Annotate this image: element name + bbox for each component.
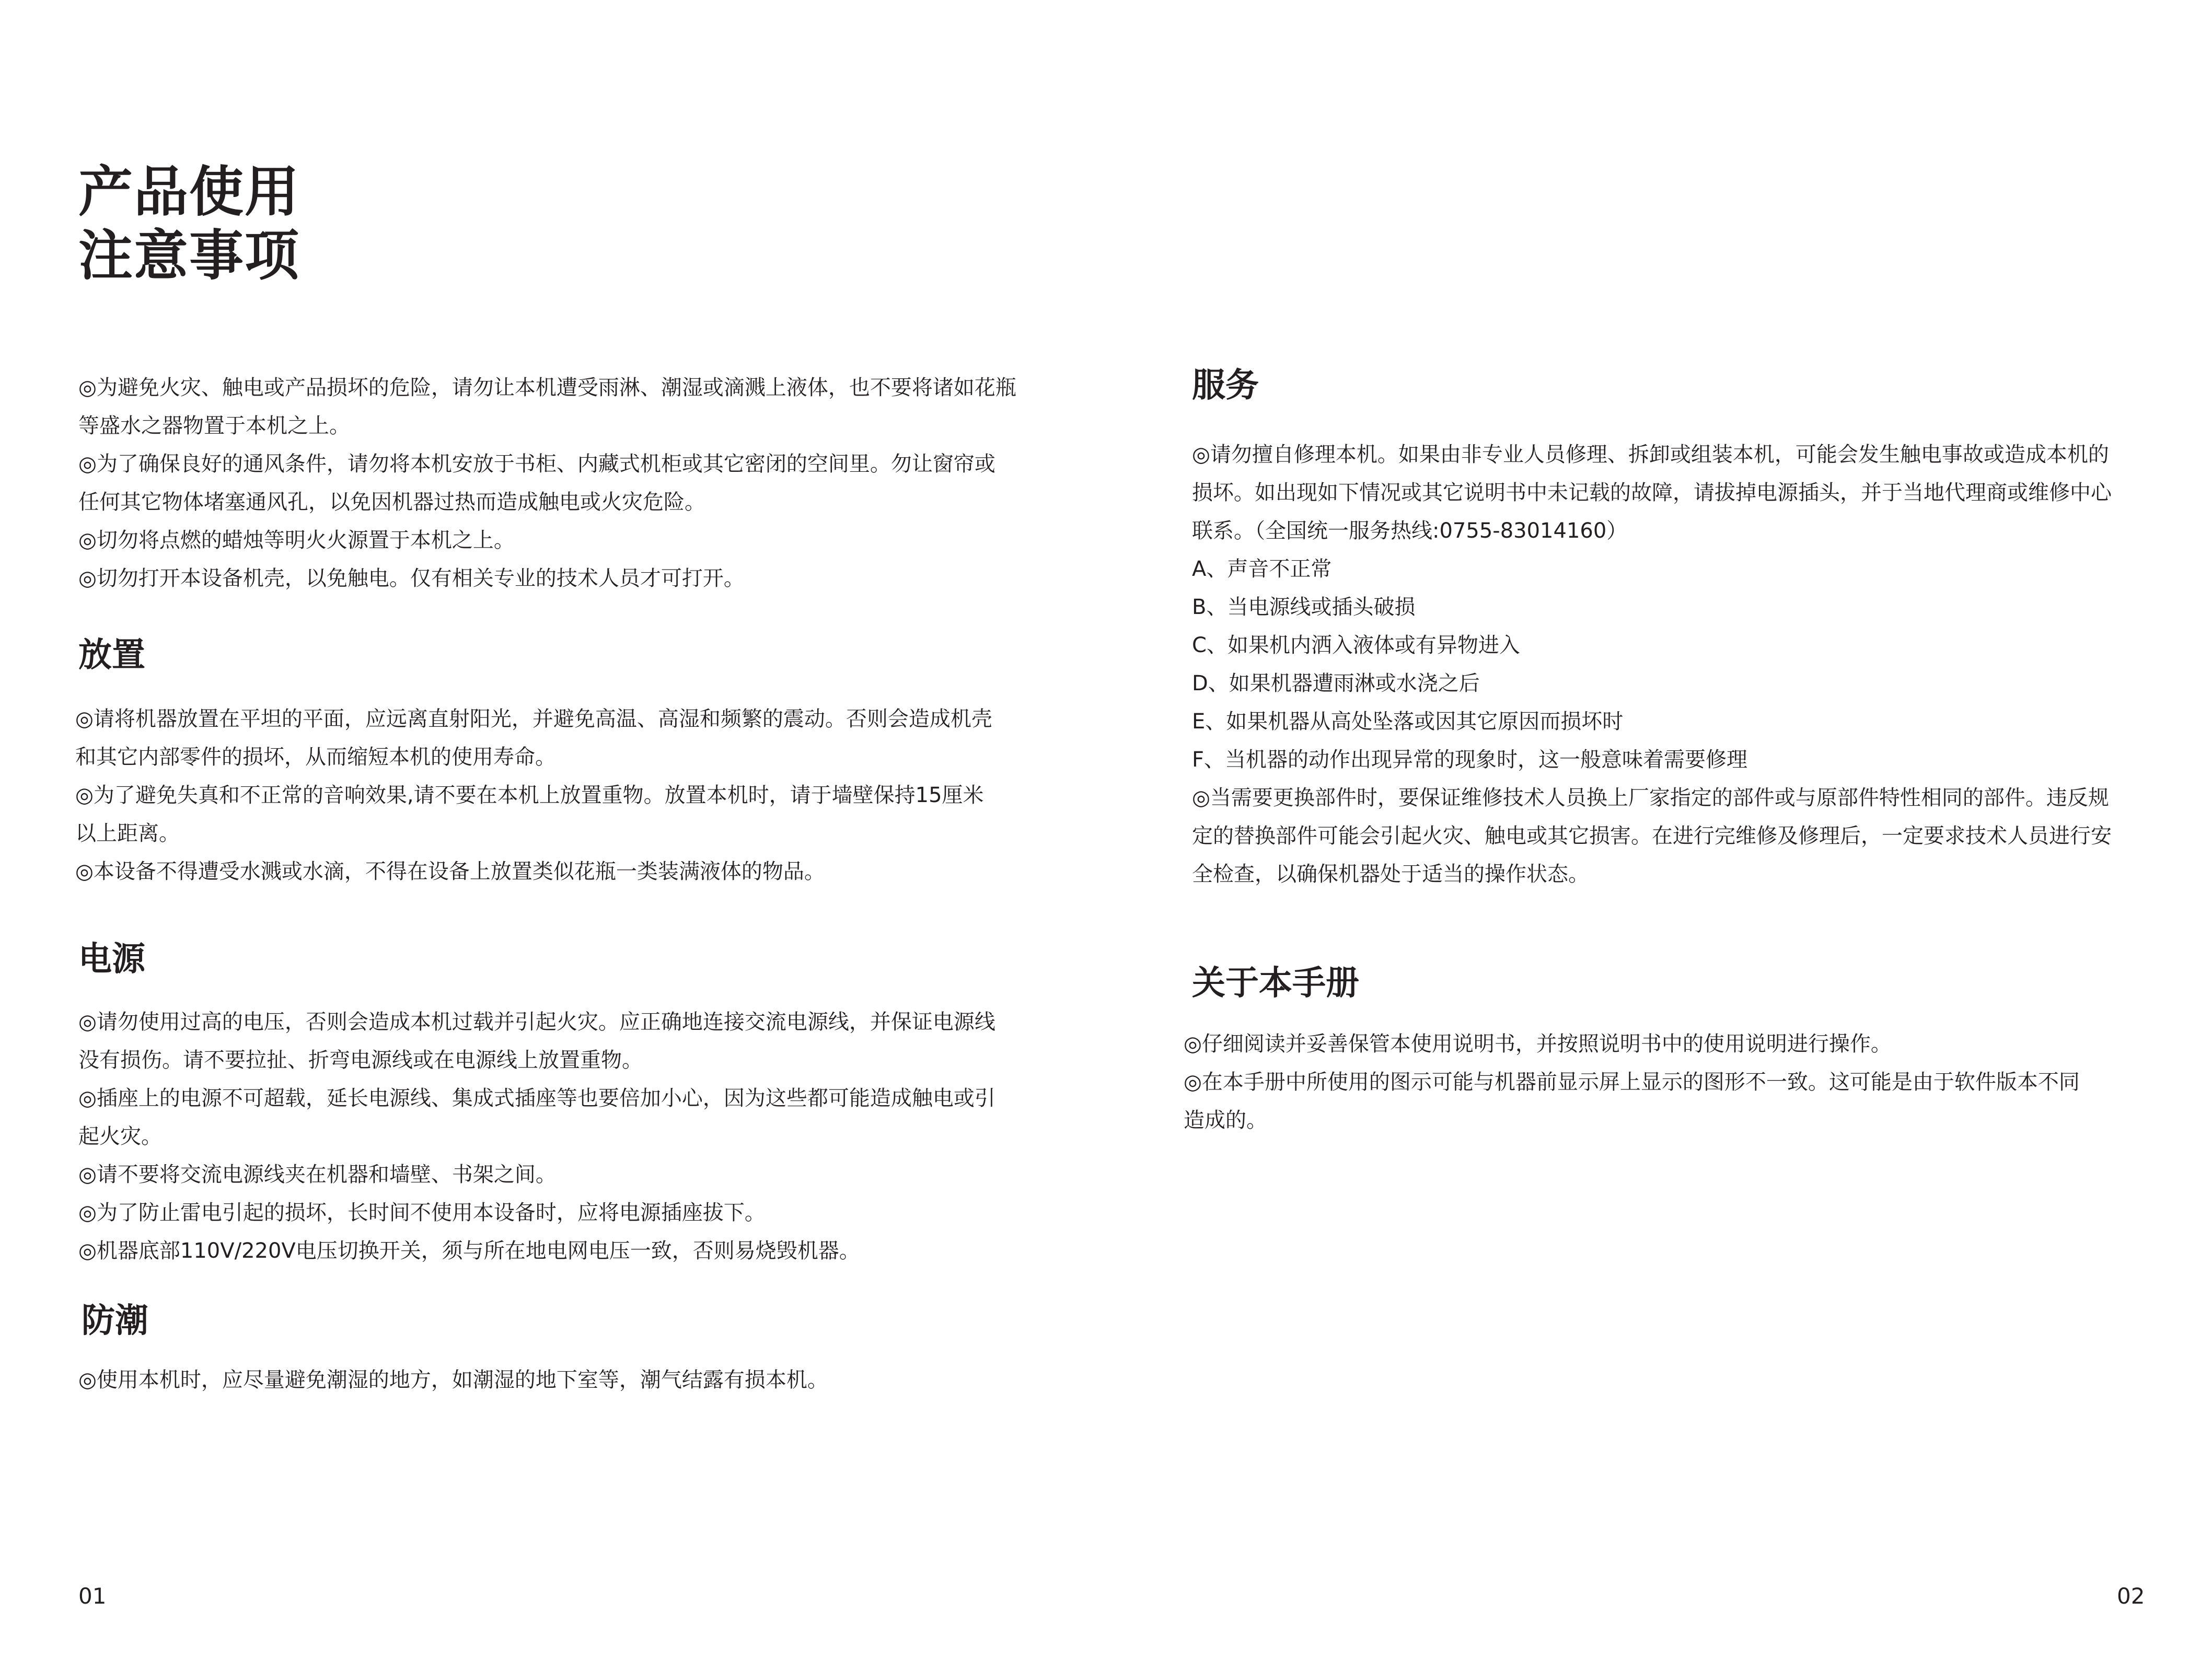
service-case: A、声音不正常 (1192, 557, 1332, 581)
service-case: B、当电源线或插头破损 (1192, 595, 1416, 619)
intro-note: ◎切勿将点燃的蜡烛等明火火源置于本机之上。 (78, 528, 515, 552)
intro-note: ◎为避免火灾、触电或产品损坏的危险，请勿让本机遭受雨淋、潮湿或滴溅上液体，也不要将诸如花瓶 等盛水之器物置于本机之上。 (78, 376, 1016, 438)
power-notes (78, 1003, 1082, 1270)
placement-note: ◎请将机器放置在平坦的平面，应远离直射阳光，并避免高温、高湿和频繁的震动。否则会造成机壳 和其它内部零件的损坏，从而缩短本机的使用寿命。 (75, 707, 992, 769)
manual-notes (1184, 1025, 2187, 1140)
page-title (78, 160, 300, 287)
page-number-left: 01 (78, 1583, 107, 1609)
manual-note: ◎在本手册中所使用的图示可能与机器前显示屏上显示的图形不一致。这可能是由于软件版本不同 造成的。 (1184, 1070, 2080, 1132)
placement-heading: 放置 (78, 636, 145, 675)
moisture-heading: 防潮 (82, 1302, 148, 1340)
service-case: D、如果机器遭雨淋或水浇之后 (1192, 671, 1480, 695)
moisture-note: ◎使用本机时，应尽量避免潮湿的地方，如潮湿的地下室等，潮气结露有损本机。 (78, 1368, 828, 1392)
placement-note: ◎为了避免失真和不正常的音响效果,请不要在本机上放置重物。放置本机时，请于墙壁保持15厘米 以上距离。 (75, 783, 984, 845)
intro-note: ◎为了确保良好的通风条件，请勿将本机安放于书柜、内藏式机柜或其它密闭的空间里。勿让窗帘或 任何其它物体堵塞通风孔，以免因机器过热而造成触电或火灾危险。 (78, 452, 995, 514)
intro-note: ◎切勿打开本设备机壳，以免触电。仅有相关专业的技术人员才可打开。 (78, 566, 745, 590)
power-note: ◎插座上的电源不可超载，延长电源线、集成式插座等也要倍加小心，因为这些都可能造成触电或引 起火灾。 (78, 1086, 995, 1148)
page-number-right: 02 (2117, 1583, 2145, 1609)
placement-notes (75, 700, 1079, 891)
intro-notes (78, 369, 1082, 598)
service-notes (1192, 436, 2195, 894)
placement-note: ◎本设备不得遭受水溅或水滴，不得在设备上放置类似花瓶一类装满液体的物品。 (75, 860, 825, 884)
right-page (1106, 0, 2212, 1659)
power-note: ◎请勿使用过高的电压，否则会造成本机过载并引起火灾。应正确地连接交流电源线，并保证电源线 没有损伤。请不要拉扯、折弯电源线或在电源线上放置重物。 (78, 1010, 995, 1072)
service-case: C、如果机内洒入液体或有异物进入 (1192, 633, 1520, 657)
power-note: ◎机器底部110V/220V电压切换开关，须与所在地电网电压一致，否则易烧毁机器。 (78, 1239, 860, 1263)
power-note: ◎请不要将交流电源线夹在机器和墙壁、书架之间。 (78, 1163, 557, 1187)
power-note: ◎为了防止雷电引起的损坏，长时间不使用本设备时，应将电源插座拔下。 (78, 1201, 766, 1225)
service-case: F、当机器的动作出现异常的现象时，这一般意味着需要修理 (1192, 748, 1748, 772)
moisture-notes (78, 1361, 1082, 1399)
service-note: ◎当需要更换部件时，要保证维修技术人员换上厂家指定的部件或与原部件特性相同的部件。违反规 定的替换部件可能会引起火灾、触电或其它损害。在进行完维修及修理后，一定要求技术人员进行安 全检查，以确保机器处于适当的操作状态。 (1192, 786, 2112, 886)
manual-heading: 关于本手册 (1192, 964, 1359, 1003)
manual-note: ◎仔细阅读并妥善保管本使用说明书，并按照说明书中的使用说明进行操作。 (1184, 1032, 1892, 1056)
title-line-1: 产品使用 (78, 160, 300, 224)
power-heading: 电源 (78, 940, 145, 979)
title-line-2: 注意事项 (78, 224, 300, 287)
service-case: E、如果机器从高处坠落或因其它原因而损坏时 (1192, 710, 1624, 734)
service-heading: 服务 (1192, 366, 1259, 405)
service-note: ◎请勿擅自修理本机。如果由非专业人员修理、拆卸或组装本机，可能会发生触电事故或造成本机的 损坏。如出现如下情况或其它说明书中未记载的故障，请拔掉电源插头，并于当地代理商或维修中心 联系。（全国统一服务热线:0755-83014160） (1192, 443, 2112, 543)
